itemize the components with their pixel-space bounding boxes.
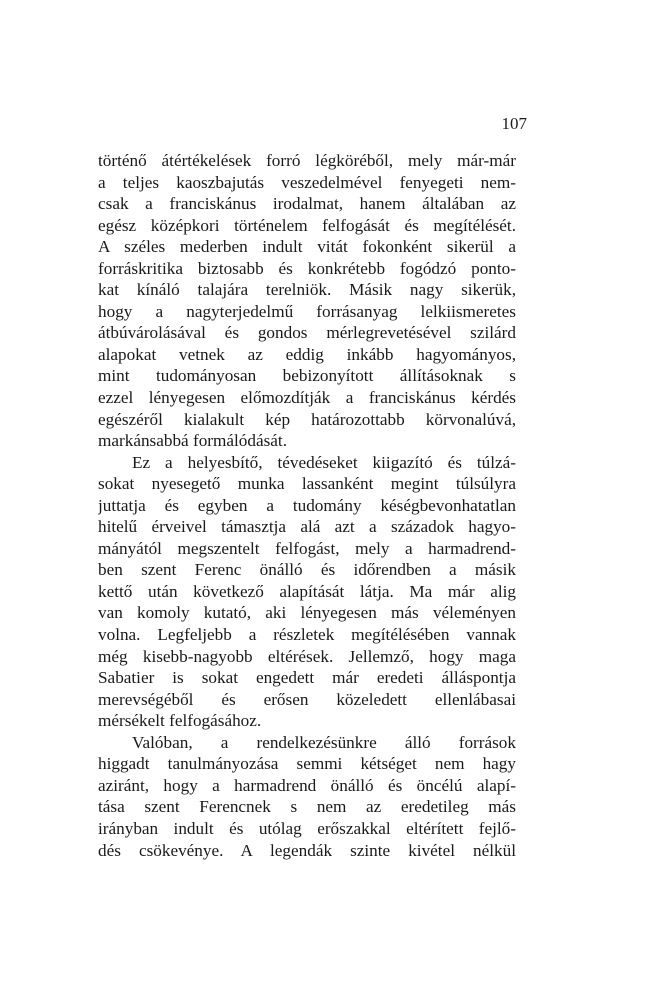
- text-line: egészéről kialakult kép határozottabb körvonalúvá,: [98, 409, 516, 429]
- page-number: 107: [501, 114, 527, 133]
- text-line: mányától megszentelt felfogást, mely a harmadrend-: [98, 538, 516, 558]
- text-line: átbúvárolásával és gondos mérlegrevetésével szilárd: [98, 323, 516, 343]
- text-line: markánsabbá formálódását.: [98, 431, 287, 451]
- text-line: Sabatier is sokat engedett már eredeti álláspontja: [98, 668, 516, 688]
- text-line: csak a franciskánus irodalmat, hanem általában az: [98, 194, 516, 214]
- text-line: egész középkori történelem felfogását és megítélését.: [98, 215, 516, 235]
- text-line: hitelű érveivel támasztja alá azt a századok hagyo-: [98, 517, 516, 537]
- text-line: történő átértékelések forró légköréből, mely már-már: [98, 151, 516, 170]
- text-line: A széles mederben indult vitát fokonként sikerül a: [98, 237, 516, 257]
- text-line: irányban indult és utólag erőszakkal eltérített fejlő-: [98, 818, 516, 838]
- text-line: higgadt tanulmányozása semmi kétséget nem hagy: [98, 754, 516, 774]
- body-text: [98, 150, 516, 861]
- text-line: még kisebb-nagyobb eltérések. Jellemző, hogy maga: [98, 646, 516, 666]
- text-line: alapokat vetnek az eddig inkább hagyományos,: [98, 344, 516, 364]
- text-line: kat kínáló talajára terelniök. Másik nagy sikerük,: [98, 280, 516, 300]
- text-line: ezzel lényegesen előmozdítják a franciskánus kérdés: [98, 388, 516, 408]
- text-line: juttatja és egyben a tudomány késégbevonhatatlan: [98, 495, 516, 515]
- text-line: Valóban, a rendelkezésünkre álló források: [132, 732, 516, 752]
- text-line: volna. Legfeljebb a részletek megítélésében vannak: [98, 625, 516, 645]
- text-line: sokat nyesegető munka lassanként megint túlsúlyra: [98, 474, 516, 494]
- text-line: dés csökevénye. A legendák szinte kivétel nélkül: [98, 840, 516, 860]
- text-line: tása szent Ferencnek s nem az eredetileg más: [98, 797, 516, 817]
- text-line: merevségéből és erősen közeledett ellenlábasai: [98, 689, 516, 709]
- text-line: a teljes kaoszbajutás veszedelmével fenyegeti nem-: [98, 172, 516, 192]
- text-line: mint tudományosan bebizonyított állításoknak s: [98, 366, 516, 386]
- text-line: kettő után következő alapítását látja. Ma már alig: [98, 581, 516, 601]
- text-line: van komoly kutató, aki lényegesen más véleményen: [98, 603, 516, 623]
- text-line: aziránt, hogy a harmadrend önálló és öncélú alapí-: [98, 775, 516, 795]
- text-line: hogy a nagyterjedelmű forrásanyag lelkiismeretes: [98, 301, 516, 321]
- text-line: mérsékelt felfogásához.: [98, 711, 262, 731]
- text-line: ben szent Ferenc önálló és időrendben a másik: [98, 560, 516, 580]
- text-line: forráskritika biztosabb és konkrétebb fogódzó ponto-: [98, 258, 516, 278]
- text-line: Ez a helyesbítő, tévedéseket kiigazító és túlzá-: [132, 452, 516, 472]
